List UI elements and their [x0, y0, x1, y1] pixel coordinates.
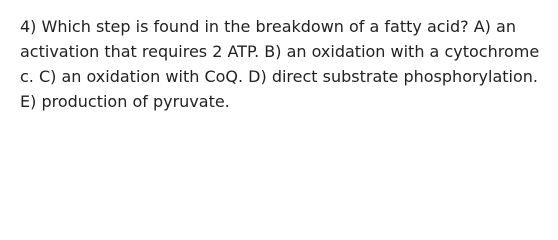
question-line: E) production of pyruvate. [20, 92, 230, 111]
question-line: c. C) an oxidation with CoQ. D) direct substrate phosphorylation. [20, 67, 539, 86]
question-line: activation that requires 2 ATP. B) an oxidation with a cytochrome [20, 42, 540, 61]
question-line: 4) Which step is found in the breakdown of a fatty acid? A) an [20, 17, 516, 36]
question-text [20, 14, 544, 114]
